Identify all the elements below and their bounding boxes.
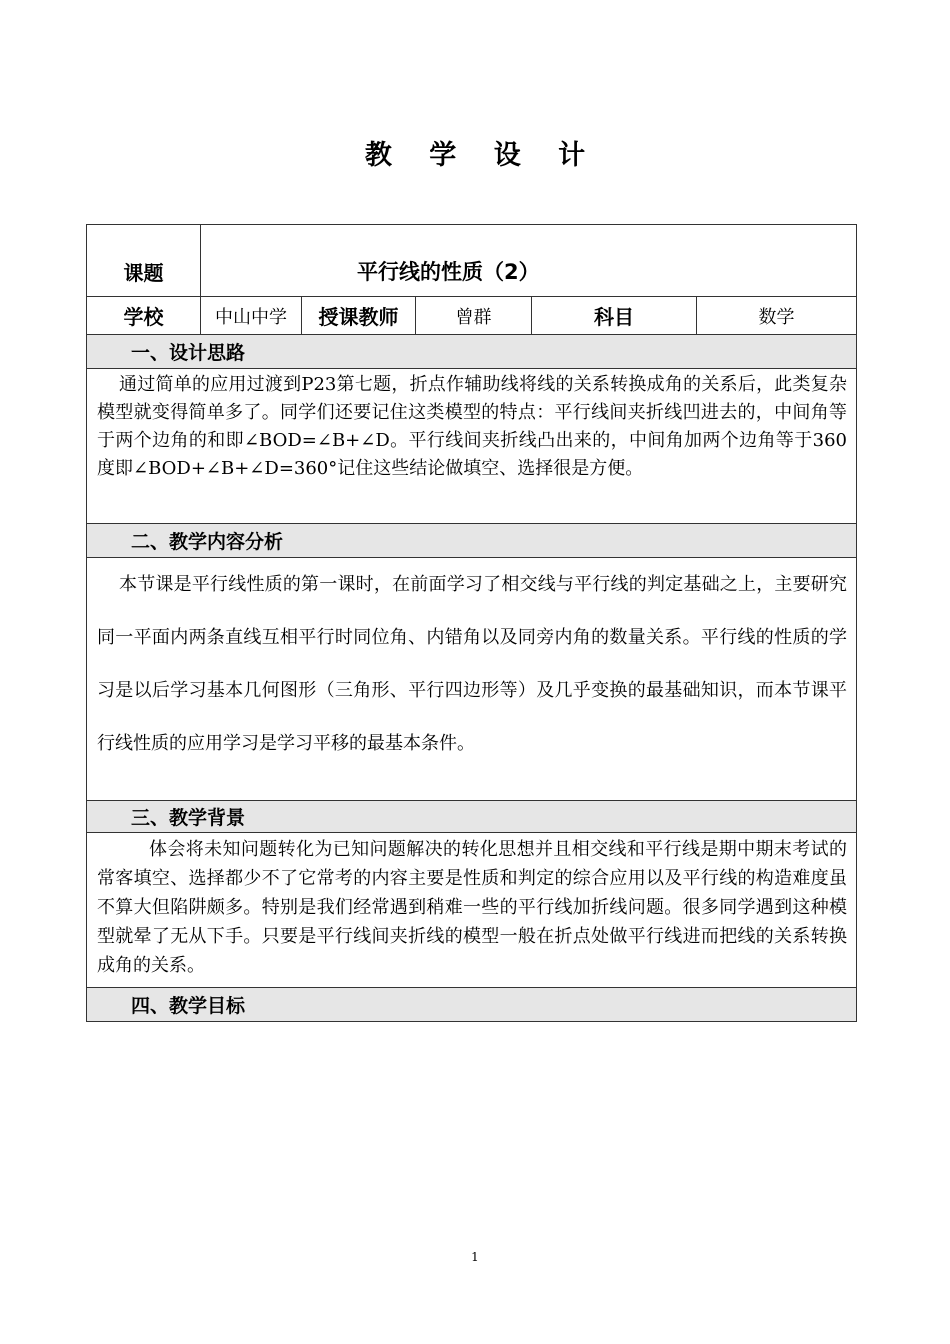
- topic-value: 平行线的性质（2）: [201, 225, 857, 297]
- section-heading-row: [87, 524, 857, 558]
- subject-value: 数学: [697, 297, 857, 335]
- section-body-design: 通过简单的应用过渡到P23第七题，折点作辅助线将线的关系转换成角的关系后，此类复杂模型就变得简单多了。同学们还要记住这类模型的特点：平行线间夹折线凹进去的，中间角等于两个边角的和即∠BOD=∠B+∠D。平行线间夹折线凸出来的，中间角加两个边角等于360度即∠BOD+∠B+∠D=360°记住这些结论做填空、选择很是方便。: [87, 369, 857, 524]
- section-heading-goals: 四、教学目标: [87, 988, 857, 1022]
- lesson-design-table: [86, 224, 857, 1022]
- section-heading-background: 三、教学背景: [87, 801, 857, 833]
- school-value: 中山中学: [201, 297, 302, 335]
- section-body-row: [87, 558, 857, 801]
- section-heading-content: 二、教学内容分析: [87, 524, 857, 558]
- subject-label: 科目: [532, 297, 697, 335]
- section-heading-row: [87, 801, 857, 833]
- info-row: [87, 297, 857, 335]
- section-body-row: [87, 369, 857, 524]
- school-label: 学校: [87, 297, 201, 335]
- document-title: 教 学 设 计: [364, 140, 600, 171]
- page-number: 1: [471, 1250, 479, 1264]
- topic-row: [87, 225, 857, 297]
- topic-label: 课题: [87, 225, 201, 297]
- section-heading-design: 一、设计思路: [87, 335, 857, 369]
- section-heading-row: [87, 988, 857, 1022]
- section-body-background: 体会将未知问题转化为已知问题解决的转化思想并且相交线和平行线是期中期末考试的常客填空、选择都少不了它常考的内容主要是性质和判定的综合应用以及平行线的构造难度虽不算大但陷阱颇多。特别是我们经常遇到稍难一些的平行线加折线问题。很多同学遇到这种模型就晕了无从下手。只要是平行线间夹折线的模型一般在折点处做平行线进而把线的关系转换成角的关系。: [87, 833, 857, 988]
- section-body-row: [87, 833, 857, 988]
- teacher-label: 授课教师: [302, 297, 416, 335]
- section-heading-row: [87, 335, 857, 369]
- teacher-value: 曾群: [416, 297, 532, 335]
- section-body-content: 本节课是平行线性质的第一课时，在前面学习了相交线与平行线的判定基础之上，主要研究同一平面内两条直线互相平行时同位角、内错角以及同旁内角的数量关系。平行线的性质的学习是以后学习基本几何图形（三角形、平行四边形等）及几乎变换的最基础知识，而本节课平行线性质的应用学习是学习平移的最基本条件。: [87, 558, 857, 801]
